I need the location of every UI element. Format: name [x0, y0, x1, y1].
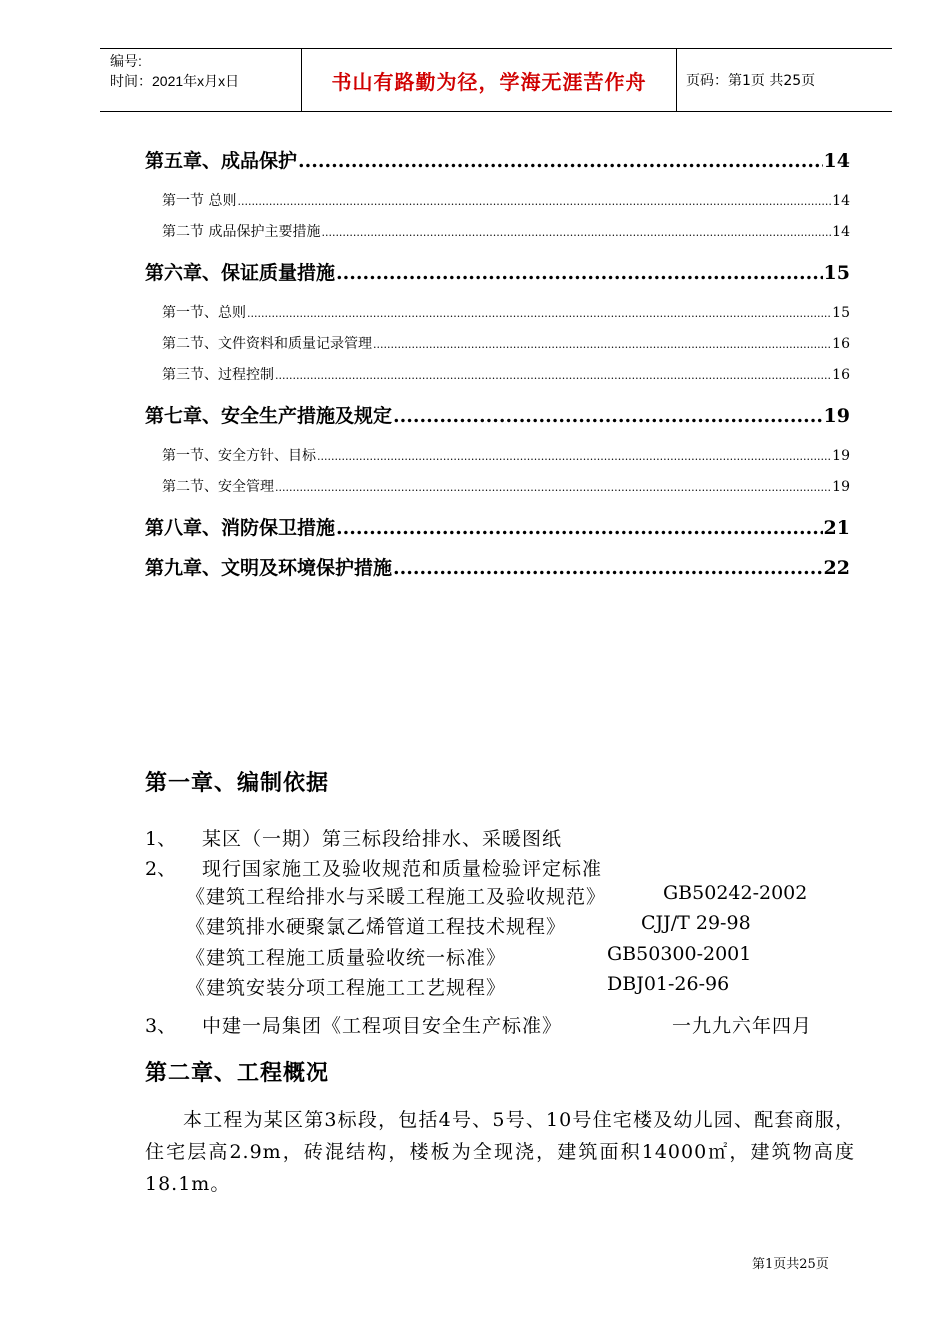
toc-title: 第一节、总则: [162, 305, 246, 321]
standard-name: 《建筑工程施工质量验收统一标准》: [186, 947, 507, 969]
item2-text: 现行国家施工及验收规范和质量检验评定标准: [202, 858, 603, 880]
toc-leader: [275, 479, 831, 495]
toc-entry[interactable]: [145, 401, 850, 428]
toc-leader: [393, 557, 823, 579]
toc-page: 19: [832, 448, 850, 464]
toc-title: 第二节 成品保护主要措施: [162, 224, 321, 240]
toc-leader: [237, 193, 831, 209]
header-page-info: 页码：第1页 共25页: [686, 73, 816, 89]
toc-entry[interactable]: [162, 364, 850, 384]
toc-leader: [247, 305, 831, 321]
standard-name: 《建筑工程给排水与采暖工程施工及验收规范》: [186, 886, 607, 908]
toc-page: 21: [823, 517, 850, 539]
document-time: 时间：2021年x月x日: [110, 73, 240, 89]
toc-leader: [298, 150, 823, 172]
page-footer: 第1页共25页: [752, 1257, 829, 1272]
toc-entry[interactable]: [162, 221, 850, 241]
standard-code: GB50242-2002: [663, 882, 808, 904]
toc-entry[interactable]: [145, 513, 850, 540]
standard-name: 《建筑排水硬聚氯乙烯管道工程技术规程》: [186, 916, 567, 938]
chapter1-heading: 第一章、编制依据: [145, 770, 330, 796]
toc-page: 14: [832, 193, 850, 209]
toc-leader: [336, 517, 823, 539]
toc-page: 14: [832, 224, 850, 240]
item1-text: 某区（一期）第三标段给排水、采暖图纸: [202, 828, 563, 850]
header-meta: [100, 49, 302, 111]
toc-title: 第三节、过程控制: [162, 367, 274, 383]
toc-page: 15: [823, 262, 850, 284]
item3-text: 中建一局集团《工程项目安全生产标准》: [202, 1015, 563, 1037]
toc-title: 第九章、文明及环境保护措施: [145, 557, 393, 579]
toc-title: 第二节、文件资料和质量记录管理: [162, 336, 372, 352]
page-header: [100, 48, 892, 112]
standard-code: GB50300-2001: [607, 943, 752, 965]
toc-leader: [321, 224, 831, 240]
toc-leader: [275, 367, 831, 383]
item1-number: 1、: [145, 828, 177, 850]
toc-page: 15: [832, 305, 850, 321]
toc-title: 第六章、保证质量措施: [145, 262, 336, 284]
toc-page: 19: [823, 405, 850, 427]
standard-name: 《建筑安装分项工程施工工艺规程》: [186, 977, 507, 999]
item3-date: 一九九六年四月: [672, 1015, 813, 1037]
toc-entry[interactable]: [145, 146, 850, 173]
item2-number: 2、: [145, 858, 177, 880]
document-number-label: 编号:: [110, 53, 142, 69]
toc-title: 第一节、安全方针、目标: [162, 448, 316, 464]
toc-entry[interactable]: [145, 258, 850, 285]
toc-title: 第一节 总则: [162, 193, 237, 209]
toc-entry[interactable]: [162, 445, 850, 465]
toc-entry[interactable]: [162, 333, 850, 353]
toc-entry[interactable]: [162, 190, 850, 210]
item3-number: 3、: [145, 1015, 177, 1037]
toc-leader: [317, 448, 831, 464]
toc-leader: [373, 336, 831, 352]
toc-page: 22: [823, 557, 850, 579]
toc-entry[interactable]: [162, 476, 850, 496]
toc-entry[interactable]: [145, 553, 850, 580]
toc-leader: [336, 262, 823, 284]
toc-page: 14: [823, 150, 850, 172]
toc-page: 19: [832, 479, 850, 495]
header-motto: 书山有路勤为径，学海无涯苦作舟: [302, 49, 677, 111]
toc-title: 第七章、安全生产措施及规定: [145, 405, 393, 427]
chapter2-heading: 第二章、工程概况: [145, 1060, 330, 1086]
chapter2-paragraph: 本工程为某区第3标段，包括4号、5号、10号住宅楼及幼儿园、配套商服，住宅层高2.9m，砖混结构，楼板为全现浇，建筑面积14000㎡，建筑物高度18.1m。: [145, 1109, 855, 1195]
standard-code: DBJ01-26-96: [607, 973, 730, 995]
toc-entry[interactable]: [162, 302, 850, 322]
toc-title: 第二节、安全管理: [162, 479, 274, 495]
toc-leader: [393, 405, 823, 427]
toc-page: 16: [832, 336, 850, 352]
toc-title: 第五章、成品保护: [145, 150, 298, 172]
standard-code: CJJ/T 29-98: [641, 912, 751, 934]
toc-title: 第八章、消防保卫措施: [145, 517, 336, 539]
toc-page: 16: [832, 367, 850, 383]
